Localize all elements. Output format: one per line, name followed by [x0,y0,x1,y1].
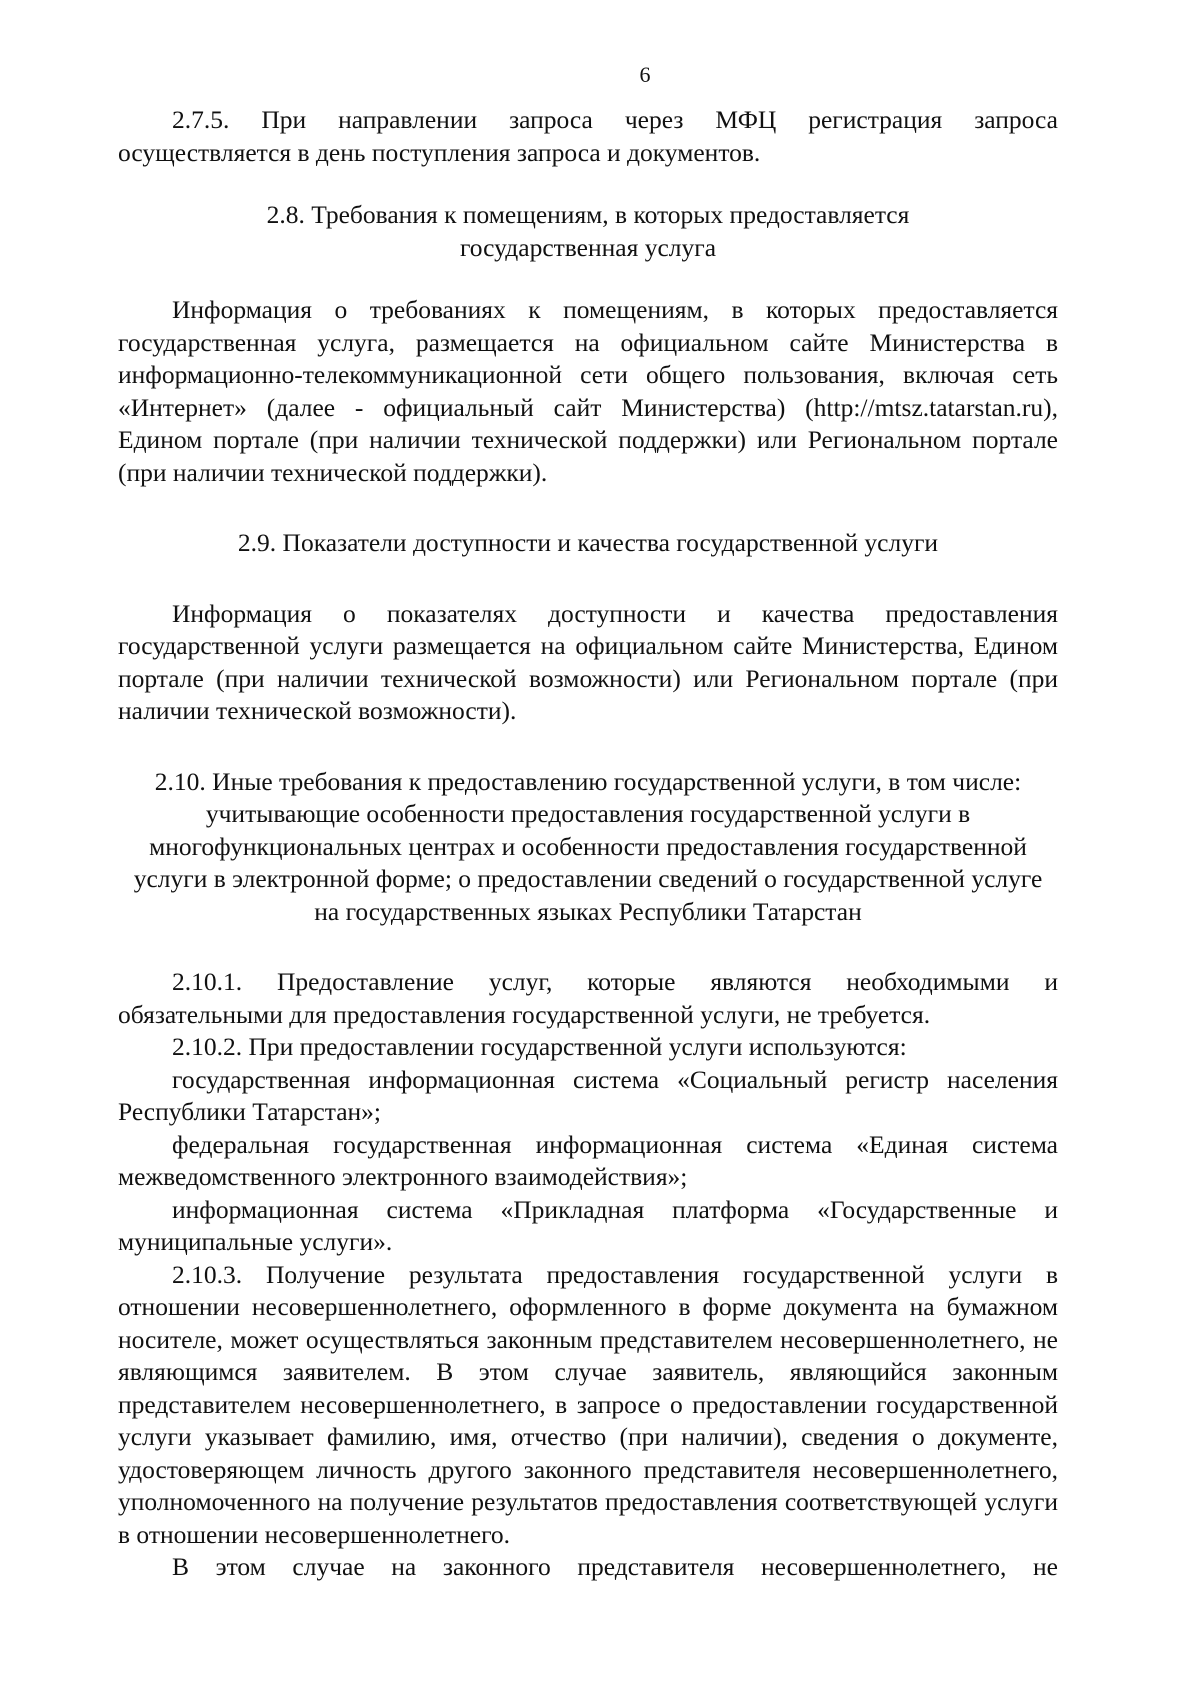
paragraph-2-9: Информация о показателях доступности и качества предоставления государственной услуги размещается на официальном сайте Министерства, Едином портале (при наличии технической возможности) или Региональном портале (при наличии технической возможности). [118,598,1058,725]
paragraph-2-10-2: 2.10.2. При предоставлении государственной услуги используются: [172,1032,907,1061]
paragraph-2-8: Информация о требованиях к помещениям, в которых предоставляется государственная услуга, размещается на официальном сайте Министерства в информационно-телекоммуникационной сети общего пользования, включая сеть «Интернет» (далее - официальный сайт Министерства) (http://mtsz.tatarstan.ru), Едином портале (при наличии технической поддержки) или Региональном портале (при наличии технической поддержки). [118,295,1058,487]
paragraph-2-7-5: 2.7.5. При направлении запроса через МФЦ регистрация запроса осуществляется в день поступления запроса и документов. [118,105,1058,167]
paragraph-2-10-2-item-smev: федеральная государственная информационная система «Единая система межведомственного электронного взаимодействия»; [118,1129,1058,1191]
paragraph-2-10-2-item-social-register: государственная информационная система «Социальный регистр населения Республики Татарстан»; [118,1064,1058,1126]
heading-2-8: 2.8. Требования к помещениям, в которых предоставляется государственная услуга [266,200,910,262]
heading-2-9: 2.9. Показатели доступности и качества государственной услуги [237,528,939,557]
heading-2-10: 2.10. Иные требования к предоставлению государственной услуги, в том числе: учитывающие особенности предоставления государственной услуги в многофункциональных центрах и особенности предоставления государственной услуги в электронной форме; о предоставлении сведений о государственной услуге на государственных языках Республики Татарстан [133,766,1043,926]
paragraph-continuation: В этом случае на законного представителя несовершеннолетнего, не [172,1552,1058,1581]
page-number: 6 [639,62,651,87]
paragraph-2-10-3: 2.10.3. Получение результата предоставления государственной услуги в отношении несовершеннолетнего, оформленного в форме документа на бумажном носителе, может осуществляться законным представителем несовершеннолетнего, не являющимся заявителем. В этом случае заявитель, являющийся законным представителем несовершеннолетнего, в запросе о предоставлении государственной услуги указывает фамилию, имя, отчество (при наличии), сведения о документе, удостоверяющем личность другого законного представителя несовершеннолетнего, уполномоченного на получение результатов предоставления соответствующей услуги в отношении несовершеннолетнего. [118,1259,1058,1549]
document-body [118,104,1058,1584]
paragraph-2-10-2-item-platform: информационная система «Прикладная платформа «Государственные и муниципальные услуги». [118,1194,1058,1256]
paragraph-2-10-1: 2.10.1. Предоставление услуг, которые являются необходимыми и обязательными для предоставления государственной услуги, не требуется. [118,967,1058,1029]
